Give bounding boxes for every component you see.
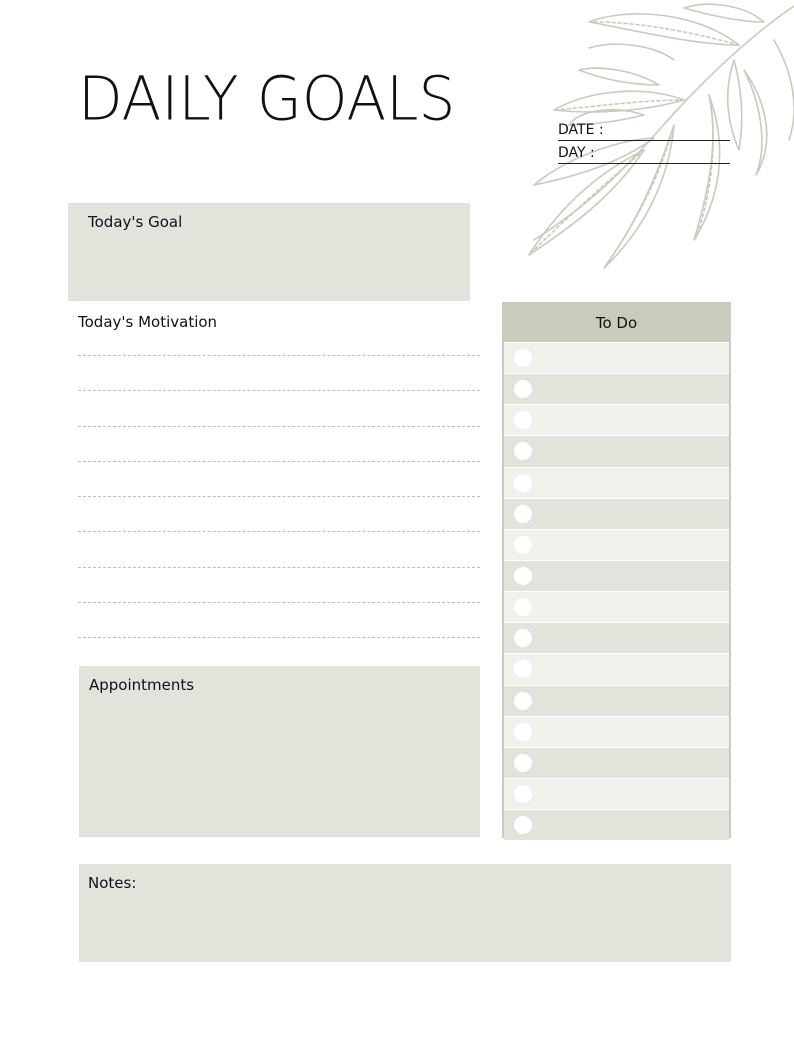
todo-row[interactable]	[504, 653, 729, 684]
todo-row[interactable]	[504, 373, 729, 404]
todo-row[interactable]	[504, 435, 729, 466]
notes-label: Notes:	[88, 874, 137, 892]
motivation-line[interactable]	[78, 637, 480, 638]
date-field[interactable]	[558, 120, 730, 141]
todo-row[interactable]	[504, 809, 729, 840]
motivation-line[interactable]	[78, 531, 480, 532]
todays-motivation-label: Today's Motivation	[78, 313, 218, 331]
motivation-line[interactable]	[78, 567, 480, 568]
todo-row[interactable]	[504, 685, 729, 716]
motivation-line[interactable]	[78, 426, 480, 427]
motivation-line[interactable]	[78, 602, 480, 603]
todo-checkbox-circle[interactable]	[514, 754, 532, 772]
todo-checkbox-circle[interactable]	[514, 505, 532, 523]
todo-row[interactable]	[504, 560, 729, 591]
todo-rows	[504, 342, 729, 840]
appointments-box[interactable]	[79, 666, 480, 837]
todo-checkbox-circle[interactable]	[514, 629, 532, 647]
motivation-line[interactable]	[78, 390, 480, 391]
todo-row[interactable]	[504, 529, 729, 560]
todo-checkbox-circle[interactable]	[514, 380, 532, 398]
todo-checkbox-circle[interactable]	[514, 442, 532, 460]
todo-row[interactable]	[504, 716, 729, 747]
todo-header: To Do	[504, 304, 729, 342]
todo-checkbox-circle[interactable]	[514, 474, 532, 492]
todo-row[interactable]	[504, 467, 729, 498]
todo-checkbox-circle[interactable]	[514, 785, 532, 803]
todo-row[interactable]	[504, 747, 729, 778]
todo-row[interactable]	[504, 342, 729, 373]
day-label: DAY :	[558, 145, 595, 161]
todo-checkbox-circle[interactable]	[514, 536, 532, 554]
motivation-line[interactable]	[78, 461, 480, 462]
todo-row[interactable]	[504, 498, 729, 529]
todo-checkbox-circle[interactable]	[514, 411, 532, 429]
todo-checkbox-circle[interactable]	[514, 567, 532, 585]
notes-box[interactable]	[79, 864, 731, 962]
todo-checkbox-circle[interactable]	[514, 349, 532, 367]
todo-list	[502, 302, 731, 838]
todo-checkbox-circle[interactable]	[514, 692, 532, 710]
todo-row[interactable]	[504, 778, 729, 809]
page-title: DAILY GOALS	[78, 62, 456, 135]
todo-checkbox-circle[interactable]	[514, 598, 532, 616]
todo-row[interactable]	[504, 591, 729, 622]
todays-goal-label: Today's Goal	[88, 213, 183, 231]
todo-row[interactable]	[504, 622, 729, 653]
todo-checkbox-circle[interactable]	[514, 660, 532, 678]
todo-row[interactable]	[504, 404, 729, 435]
date-label: DATE :	[558, 122, 604, 138]
motivation-line[interactable]	[78, 496, 480, 497]
todo-checkbox-circle[interactable]	[514, 723, 532, 741]
day-field[interactable]	[558, 143, 730, 164]
appointments-label: Appointments	[89, 676, 195, 694]
todo-checkbox-circle[interactable]	[514, 816, 532, 834]
motivation-line[interactable]	[78, 355, 480, 356]
todays-goal-box[interactable]	[68, 203, 470, 301]
